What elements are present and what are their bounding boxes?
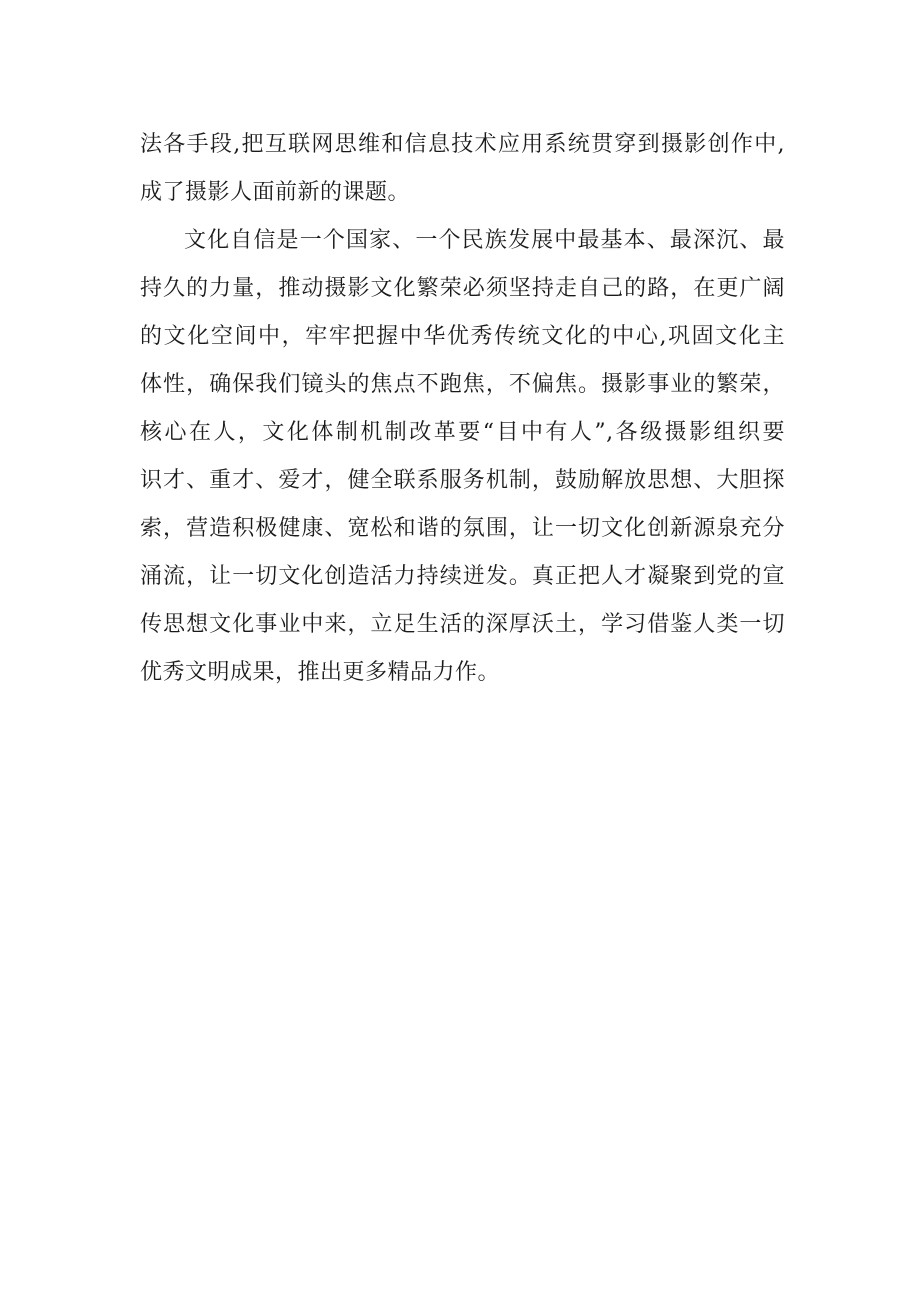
paragraph-1 bbox=[140, 121, 785, 217]
text-line: 法各手段,把互联网思维和信息技术应用系统贯穿到摄影创作中, bbox=[140, 132, 785, 157]
text-line: 识才、重才、爱才，健全联系服务机制，鼓励解放思想、大胆探 bbox=[140, 468, 785, 493]
paragraph-2 bbox=[140, 217, 785, 697]
text-line: 文化自信是一个国家、一个民族发展中最基本、最深沉、最 bbox=[184, 228, 785, 253]
text-line: 的文化空间中，牢牢把握中华优秀传统文化的中心,巩固文化主 bbox=[140, 324, 785, 349]
text-line: 优秀文明成果，推出更多精品力作。 bbox=[140, 660, 501, 685]
text-line: 持久的力量，推动摄影文化繁荣必须坚持走自己的路，在更广阔 bbox=[140, 276, 785, 301]
text-line: 体性，确保我们镜头的焦点不跑焦，不偏焦。摄影事业的繁荣， bbox=[140, 372, 785, 397]
body-text bbox=[140, 121, 785, 697]
text-line: 索，营造积极健康、宽松和谐的氛围，让一切文化创新源泉充分 bbox=[140, 516, 785, 541]
text-line: 传思想文化事业中来，立足生活的深厚沃土，学习借鉴人类一切 bbox=[140, 612, 785, 637]
text-line: 核心在人，文化体制机制改革要“目中有人”,各级摄影组织要 bbox=[140, 420, 785, 445]
text-line: 成了摄影人面前新的课题。 bbox=[140, 180, 411, 205]
text-line: 涌流，让一切文化创造活力持续迸发。真正把人才凝聚到党的宣 bbox=[140, 564, 785, 589]
